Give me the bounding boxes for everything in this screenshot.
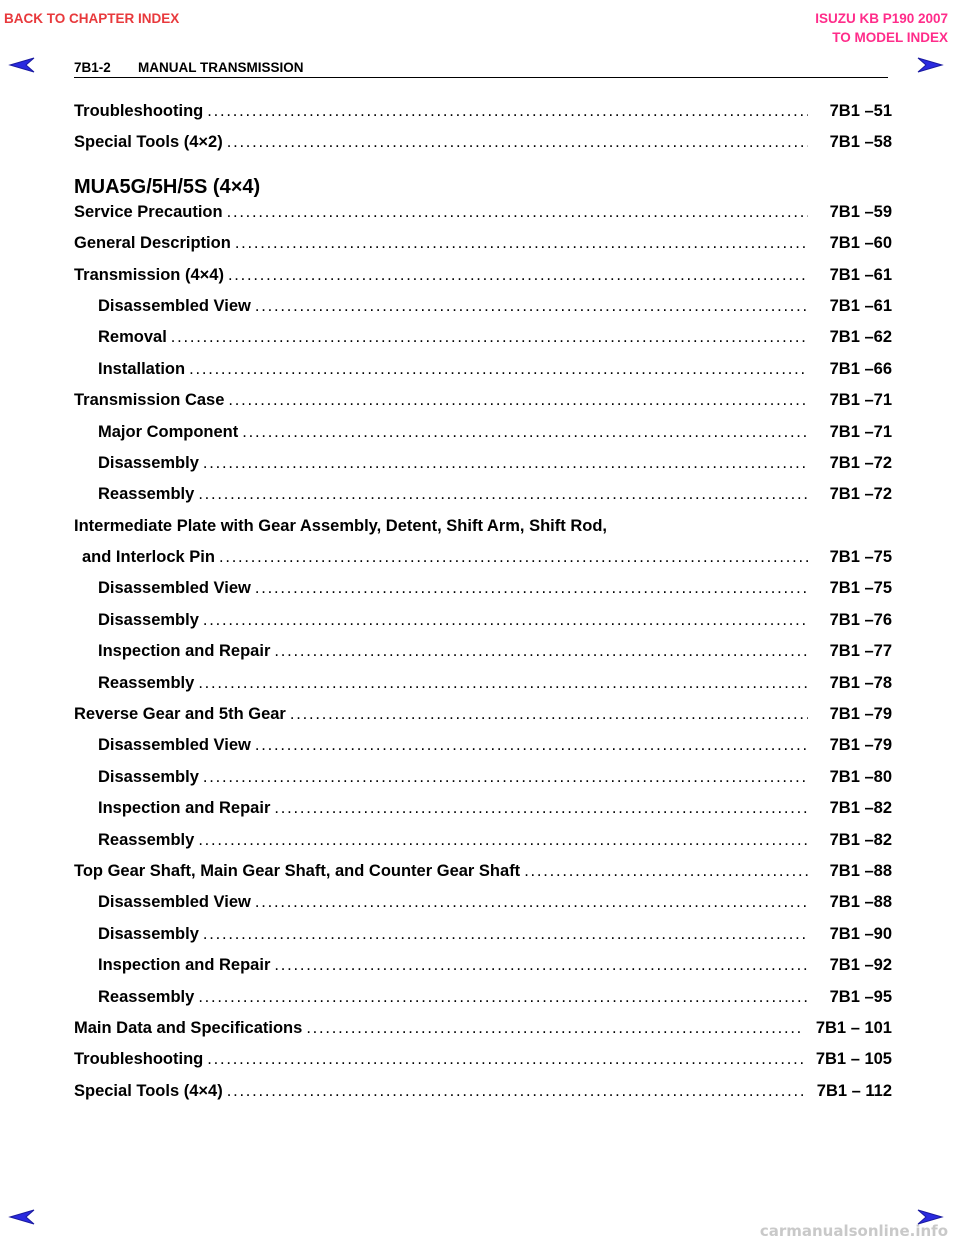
toc-entry-page: 7B1 –72 <box>829 453 892 472</box>
dot-leader <box>227 203 808 222</box>
toc-entry-page: 7B1 –62 <box>829 328 892 347</box>
dot-leader <box>198 831 808 850</box>
toc-entry[interactable] <box>74 862 892 893</box>
toc-entry[interactable] <box>74 1019 892 1050</box>
toc-entry-page: 7B1 –76 <box>829 610 892 629</box>
toc-entry-page: 7B1 –78 <box>829 673 892 692</box>
toc-entry-label: Disassembly <box>98 767 199 786</box>
toc-entry-label: Main Data and Specifications <box>74 1018 303 1037</box>
toc-entry-page: 7B1 – 105 <box>815 1050 892 1069</box>
toc-entry-label: Disassembled View <box>98 296 251 315</box>
toc-entry-label: Reassembly <box>98 485 195 504</box>
toc-entry-label: Disassembled View <box>98 579 251 598</box>
dot-leader <box>207 1050 804 1069</box>
back-to-chapter-index-link[interactable]: BACK TO CHAPTER INDEX <box>4 11 180 26</box>
page-header <box>74 60 888 75</box>
toc-entry-page: 7B1 –66 <box>829 359 892 378</box>
toc-entry-page: 7B1 –59 <box>829 202 892 221</box>
toc-entry[interactable] <box>74 234 892 265</box>
toc-entry-page: 7B1 –80 <box>829 767 892 786</box>
toc-entry[interactable] <box>74 133 892 164</box>
toc-entry-page: 7B1 –77 <box>829 642 892 661</box>
section-code: 7B1-2 <box>74 60 111 75</box>
toc-entry[interactable] <box>74 674 892 705</box>
toc-entry-label: Reassembly <box>98 987 195 1006</box>
toc-entry[interactable] <box>74 799 892 830</box>
dot-leader <box>203 611 808 630</box>
toc-entry-label: Disassembled View <box>98 736 251 755</box>
dot-leader <box>228 391 808 410</box>
toc-entry[interactable] <box>74 360 892 391</box>
toc-entry-page: 7B1 –75 <box>829 548 892 567</box>
toc-entry[interactable] <box>74 328 892 359</box>
toc-entry-page: 7B1 –60 <box>829 234 892 253</box>
toc-entry-label: Inspection and Repair <box>98 642 271 661</box>
arrow-right-icon[interactable] <box>916 56 944 74</box>
toc-entry[interactable] <box>74 1082 892 1113</box>
dot-leader <box>203 925 808 944</box>
dot-leader <box>274 642 808 661</box>
toc-entry-page: 7B1 –88 <box>829 893 892 912</box>
toc-entry-page: 7B1 –71 <box>829 391 892 410</box>
toc-entry[interactable] <box>74 266 892 297</box>
dot-leader <box>235 234 808 253</box>
dot-leader <box>198 674 808 693</box>
dot-leader <box>189 360 808 379</box>
toc-entry[interactable] <box>74 454 892 485</box>
toc-entry-page: 7B1 –79 <box>829 705 892 724</box>
toc-entry-label: Major Component <box>98 422 239 441</box>
toc-entry-page: 7B1 –88 <box>829 861 892 880</box>
toc-entry-label: Special Tools (4×2) <box>74 133 223 152</box>
toc-entry-label: Disassembly <box>98 924 199 943</box>
toc-entry-label: Disassembly <box>98 610 199 629</box>
arrow-left-icon[interactable] <box>8 56 36 74</box>
dot-leader <box>198 988 808 1007</box>
toc-entry-page: 7B1 –61 <box>829 296 892 315</box>
toc-entry-page: 7B1 –61 <box>829 265 892 284</box>
dot-leader <box>255 893 808 912</box>
toc-entry[interactable] <box>74 203 892 234</box>
toc-entry[interactable] <box>74 611 892 642</box>
table-of-contents <box>74 102 892 1113</box>
toc-entry-page: 7B1 –90 <box>829 924 892 943</box>
toc-entry[interactable] <box>74 988 892 1019</box>
watermark-text: carmanualsonline.info <box>759 1222 948 1240</box>
toc-entry[interactable] <box>74 831 892 862</box>
toc-entry[interactable] <box>74 768 892 799</box>
dot-leader <box>219 548 808 567</box>
toc-entry[interactable] <box>74 642 892 673</box>
section-heading: MUA5G/5H/5S (4×4) <box>74 175 261 198</box>
toc-heading-intermediate[interactable]: Intermediate Plate with Gear Assembly, Detent, Shift Arm, Shift Rod, <box>74 516 607 535</box>
dot-leader <box>171 328 808 347</box>
toc-entry-label: Disassembled View <box>98 893 251 912</box>
toc-entry[interactable] <box>74 705 892 736</box>
header-rule <box>74 77 888 78</box>
toc-entry-label: Troubleshooting <box>74 1050 204 1069</box>
dot-leader <box>255 297 808 316</box>
toc-entry-label: Troubleshooting <box>74 102 204 120</box>
toc-entry-label: Reassembly <box>98 673 195 692</box>
dot-leader <box>228 266 808 285</box>
dot-leader <box>255 579 808 598</box>
toc-entry[interactable] <box>74 485 892 516</box>
section-title: MANUAL TRANSMISSION <box>138 60 304 75</box>
toc-entry-page: 7B1 –51 <box>829 102 892 120</box>
dot-leader <box>207 102 808 121</box>
toc-entry[interactable] <box>74 956 892 987</box>
toc-entry-label: and Interlock Pin <box>82 548 215 567</box>
dot-leader <box>290 705 808 724</box>
toc-entry-page: 7B1 –82 <box>829 799 892 818</box>
dot-leader <box>203 768 808 787</box>
toc-entry[interactable] <box>74 423 892 454</box>
toc-entry[interactable] <box>74 102 892 133</box>
toc-entry-label: Transmission Case <box>74 391 225 410</box>
dot-leader <box>203 454 808 473</box>
arrow-left-icon[interactable] <box>8 1208 36 1226</box>
toc-entry[interactable] <box>74 391 892 422</box>
toc-entry-label: Special Tools (4×4) <box>74 1081 223 1100</box>
toc-entry-page: 7B1 –58 <box>829 133 892 152</box>
dot-leader <box>227 1082 805 1101</box>
toc-entry-label: Reassembly <box>98 830 195 849</box>
dot-leader <box>255 736 808 755</box>
toc-entry-label: Installation <box>98 359 186 378</box>
toc-entry[interactable] <box>74 1050 892 1081</box>
dot-leader <box>274 956 808 975</box>
toc-entry-label: Service Precaution <box>74 202 223 221</box>
dot-leader <box>242 423 808 442</box>
toc-entry[interactable] <box>74 548 892 579</box>
toc-entry-page: 7B1 –92 <box>829 956 892 975</box>
model-title-link[interactable]: ISUZU KB P190 2007 <box>815 11 948 26</box>
toc-entry-page: 7B1 –95 <box>829 987 892 1006</box>
toc-entry-page: 7B1 –71 <box>829 422 892 441</box>
toc-entry[interactable] <box>74 579 892 610</box>
toc-entry-label: Transmission (4×4) <box>74 265 224 284</box>
to-model-index-link[interactable]: TO MODEL INDEX <box>832 30 948 45</box>
toc-entry-page: 7B1 –82 <box>829 830 892 849</box>
toc-entry-page: 7B1 – 112 <box>816 1081 892 1100</box>
toc-entry-label: General Description <box>74 234 231 253</box>
toc-entry[interactable] <box>74 893 892 924</box>
dot-leader <box>227 133 808 152</box>
toc-entry-page: 7B1 –75 <box>829 579 892 598</box>
toc-entry-label: Inspection and Repair <box>98 799 271 818</box>
toc-entry-page: 7B1 – 101 <box>815 1018 892 1037</box>
toc-entry-label: Disassembly <box>98 453 199 472</box>
toc-entry-page: 7B1 –79 <box>829 736 892 755</box>
toc-entry[interactable] <box>74 925 892 956</box>
toc-entry-label: Reverse Gear and 5th Gear <box>74 705 286 724</box>
toc-entry-label: Top Gear Shaft, Main Gear Shaft, and Counter Gear Shaft <box>74 861 521 880</box>
toc-entry-page: 7B1 –72 <box>829 485 892 504</box>
toc-entry-label: Inspection and Repair <box>98 956 271 975</box>
dot-leader <box>306 1019 804 1038</box>
toc-entry-label: Removal <box>98 328 167 347</box>
dot-leader <box>524 862 808 881</box>
toc-entry[interactable] <box>74 736 892 767</box>
toc-entry[interactable] <box>74 297 892 328</box>
dot-leader <box>198 485 808 504</box>
dot-leader <box>274 799 808 818</box>
